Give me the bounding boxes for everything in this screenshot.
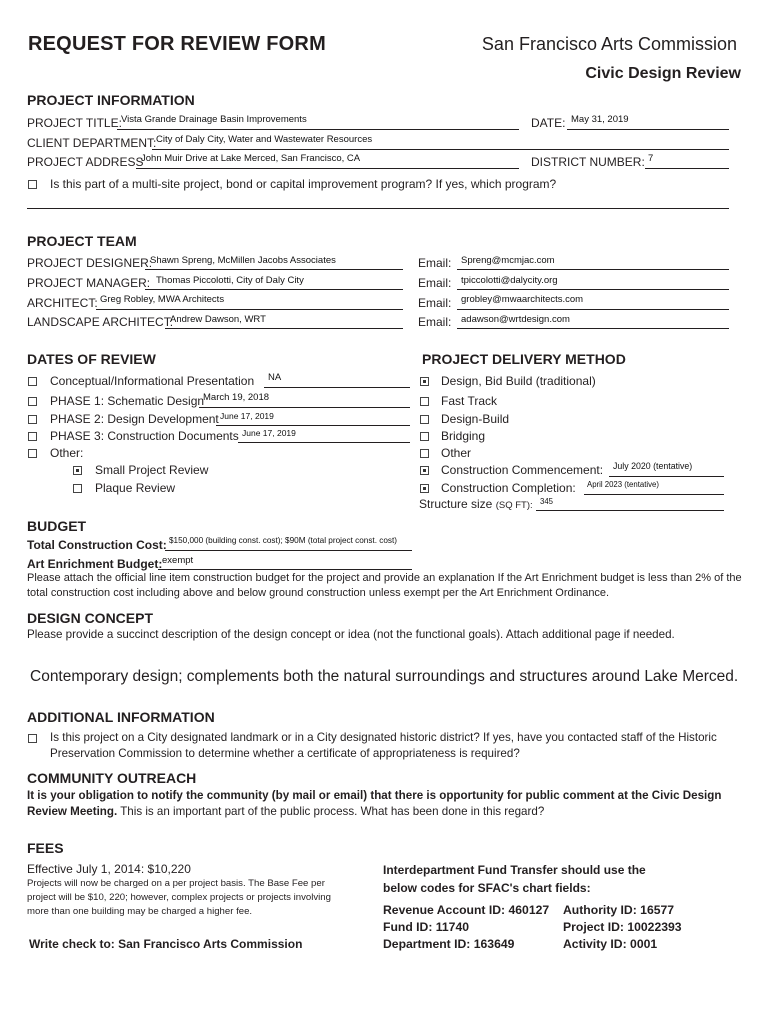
- form-subtitle: Civic Design Review: [585, 65, 741, 82]
- fund-transfer-heading: Interdepartment Fund Transfer should use the below codes for SFAC's chart fields:: [383, 863, 646, 895]
- designer-label: PROJECT DESIGNER:: [27, 256, 153, 270]
- district-number-label: DISTRICT NUMBER:: [531, 155, 645, 169]
- architect-label: ARCHITECT:: [27, 296, 98, 310]
- email-label: Email:: [418, 296, 452, 310]
- landscape-architect-field[interactable]: Andrew Dawson, WRT: [170, 314, 266, 325]
- project-address-line: [136, 168, 519, 169]
- fast-track-label: Fast Track: [441, 394, 498, 408]
- phase1-date-field[interactable]: March 19, 2018: [203, 392, 270, 403]
- section-heading-dates-of-review: DATES OF REVIEW: [27, 351, 156, 367]
- section-heading-budget: BUDGET: [27, 518, 87, 534]
- section-heading-community-outreach: COMMUNITY OUTREACH: [27, 770, 197, 786]
- conceptual-label: Conceptual/Informational Presentation: [50, 374, 255, 388]
- structure-size-field[interactable]: 345: [540, 497, 554, 506]
- bridging-checkbox[interactable]: [420, 432, 429, 441]
- design-concept-instructions: Please provide a succinct description of the design concept or idea (not the functional goals). Attach additional page if needed.: [27, 628, 675, 641]
- multisite-answer-line[interactable]: [27, 208, 729, 209]
- architect-field[interactable]: Greg Robley, MWA Architects: [100, 294, 225, 305]
- date-label: DATE:: [531, 116, 566, 130]
- client-department-line: [152, 149, 729, 150]
- construction-commencement-label: Construction Commencement:: [441, 463, 604, 477]
- department-id: Department ID: 163649: [383, 937, 515, 951]
- design-build-checkbox[interactable]: [420, 415, 429, 424]
- landscape-architect-email-field[interactable]: adawson@wrtdesign.com: [461, 314, 570, 325]
- design-concept-field[interactable]: Contemporary design; complements both the natural surroundings and structures around Lake Merced.: [30, 668, 739, 685]
- organization-name: San Francisco Arts Commission: [481, 34, 737, 54]
- construction-completion-label: Construction Completion:: [441, 481, 576, 495]
- small-project-review-label: Small Project Review: [95, 463, 209, 477]
- date-field[interactable]: May 31, 2019: [571, 114, 629, 125]
- section-heading-additional-information: ADDITIONAL INFORMATION: [27, 709, 215, 725]
- phase3-checkbox[interactable]: [28, 432, 37, 441]
- project-title-line: [117, 129, 519, 130]
- historic-landmark-question: Is this project on a City designated landmark or in a City designated historic district? If yes, have you contacted staff of the Historic Preservation Commission to determine whether a certificate of appropriateness is required?: [50, 731, 717, 760]
- total-construction-cost-field[interactable]: $150,000 (building const. cost); $90M (total project const. cost): [169, 536, 398, 545]
- activity-id: Activity ID: 0001: [563, 937, 658, 951]
- historic-landmark-checkbox[interactable]: [28, 734, 37, 743]
- architect-email-field[interactable]: grobley@mwaarchitects.com: [461, 294, 584, 305]
- phase1-checkbox[interactable]: [28, 397, 37, 406]
- project-id: Project ID: 10022393: [563, 920, 682, 934]
- project-address-field[interactable]: John Muir Drive at Lake Merced, San Francisco, CA: [141, 153, 361, 164]
- check-payable-text: Write check to: San Francisco Arts Commission: [29, 937, 303, 951]
- fees-description: Projects will now be charged on a per project basis. The Base Fee per project will be $10, 220; however, complex projects or projects involving more than one building may be charged a higher fee.: [27, 878, 331, 917]
- district-number-line: [645, 168, 729, 169]
- conceptual-date-field[interactable]: NA: [268, 372, 282, 383]
- client-department-field[interactable]: City of Daly City, Water and Wastewater Resources: [156, 134, 373, 145]
- section-heading-fees: FEES: [27, 840, 64, 856]
- date-line: [567, 129, 729, 130]
- fast-track-checkbox[interactable]: [420, 397, 429, 406]
- manager-label: PROJECT MANAGER:: [27, 276, 151, 290]
- art-enrichment-budget-label: Art Enrichment Budget:: [27, 557, 163, 571]
- email-label: Email:: [418, 315, 452, 329]
- bridging-label: Bridging: [441, 429, 486, 443]
- plaque-review-checkbox[interactable]: [73, 484, 82, 493]
- client-department-label: CLIENT DEPARTMENT:: [27, 136, 157, 150]
- manager-email-field[interactable]: tpiccolotti@dalycity.org: [461, 275, 558, 286]
- phase3-label: PHASE 3: Construction Documents: [50, 429, 239, 443]
- phase1-label: PHASE 1: Schematic Design: [50, 394, 205, 408]
- construction-commencement-checkbox[interactable]: [420, 466, 429, 475]
- project-title-label: PROJECT TITLE:: [27, 116, 122, 130]
- section-heading-project-information: PROJECT INFORMATION: [27, 92, 195, 108]
- structure-size-label: Structure size (SQ FT):: [419, 497, 533, 511]
- small-project-review-checkbox[interactable]: [73, 466, 82, 475]
- fund-id: Fund ID: 11740: [383, 920, 470, 934]
- other-review-label: Other:: [50, 446, 84, 460]
- section-heading-design-concept: DESIGN CONCEPT: [27, 610, 154, 626]
- project-title-field[interactable]: Vista Grande Drainage Basin Improvements: [121, 114, 307, 125]
- email-label: Email:: [418, 256, 452, 270]
- section-heading-project-delivery: PROJECT DELIVERY METHOD: [422, 351, 626, 367]
- construction-completion-field[interactable]: April 2023 (tentative): [587, 480, 659, 489]
- plaque-review-label: Plaque Review: [95, 481, 176, 495]
- authority-id: Authority ID: 16577: [563, 903, 675, 917]
- district-number-field[interactable]: 7: [648, 153, 654, 164]
- phase3-date-field[interactable]: June 17, 2019: [242, 428, 296, 438]
- project-address-label: PROJECT ADDRESS: [27, 155, 144, 169]
- email-label: Email:: [418, 276, 452, 290]
- other-delivery-checkbox[interactable]: [420, 449, 429, 458]
- multisite-checkbox[interactable]: [28, 180, 37, 189]
- revenue-account-id: Revenue Account ID: 460127: [383, 903, 550, 917]
- form-title: REQUEST FOR REVIEW FORM: [28, 33, 326, 55]
- designer-email-field[interactable]: Spreng@mcmjac.com: [461, 255, 555, 266]
- fees-effective: Effective July 1, 2014: $10,220: [27, 862, 191, 876]
- construction-commencement-field[interactable]: July 2020 (tentative): [613, 461, 693, 471]
- budget-note: Please attach the official line item construction budget for the project and provide an explanation If the Art Enrichment budget is less than 2% of the total construction cost including above and below ground construction unless exempt per the Art Enrichment Ordinance.: [27, 572, 742, 599]
- other-delivery-label: Other: [441, 446, 472, 460]
- landscape-architect-label: LANDSCAPE ARCHITECT:: [27, 315, 174, 329]
- art-enrichment-budget-field[interactable]: exempt: [162, 555, 194, 566]
- conceptual-checkbox[interactable]: [28, 377, 37, 386]
- community-outreach-text: It is your obligation to notify the community (by mail or email) that there is opportunity for public comment at the Civic Design Review Meeting. This is an important part of the public process. What has been done in this regard?: [27, 789, 722, 818]
- phase2-label: PHASE 2: Design Development: [50, 412, 219, 426]
- other-review-checkbox[interactable]: [28, 449, 37, 458]
- construction-completion-checkbox[interactable]: [420, 484, 429, 493]
- section-heading-project-team: PROJECT TEAM: [27, 233, 137, 249]
- design-bid-build-checkbox[interactable]: [420, 377, 429, 386]
- design-bid-build-label: Design, Bid Build (traditional): [441, 374, 596, 388]
- multisite-question: Is this part of a multi-site project, bond or capital improvement program? If yes, which program?: [50, 177, 557, 191]
- phase2-date-field[interactable]: June 17, 2019: [220, 411, 274, 421]
- design-build-label: Design-Build: [441, 412, 510, 426]
- phase2-checkbox[interactable]: [28, 415, 37, 424]
- manager-field[interactable]: Thomas Piccolotti, City of Daly City: [156, 275, 304, 286]
- total-construction-cost-label: Total Construction Cost:: [27, 538, 167, 552]
- designer-field[interactable]: Shawn Spreng, McMillen Jacobs Associates: [150, 255, 336, 266]
